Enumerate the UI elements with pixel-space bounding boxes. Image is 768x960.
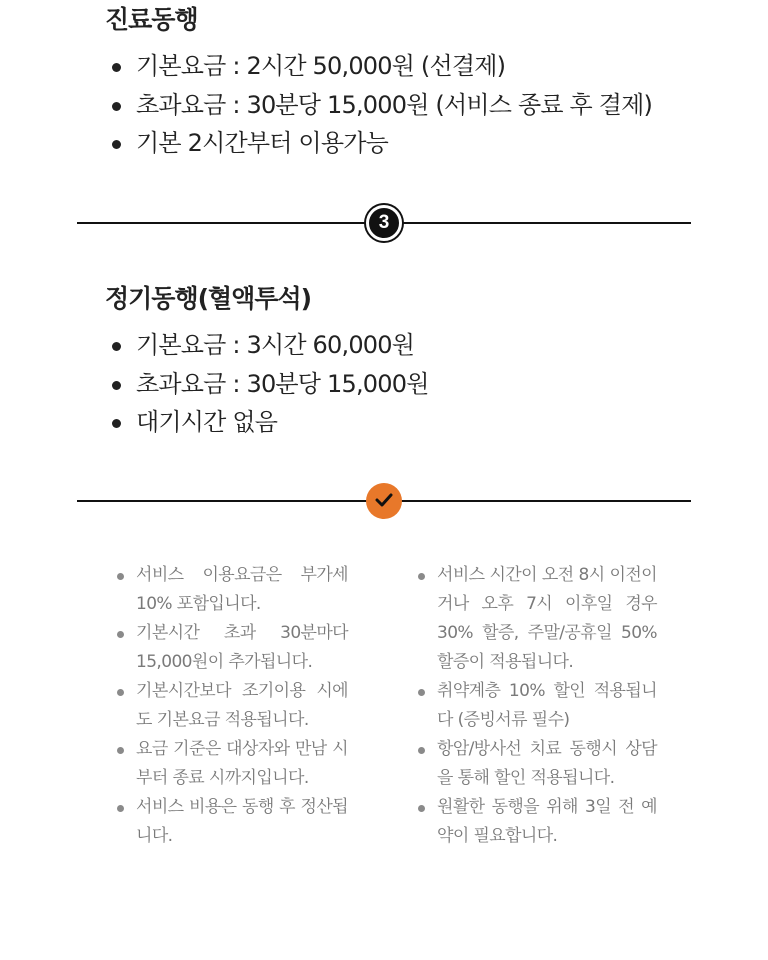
note-item: 서비스 이용요금은 부가세 10% 포함입니다. (110, 561, 348, 619)
check-icon (375, 492, 393, 511)
list-item: 초과요금 : 30분당 15,000원 (105, 365, 705, 404)
clinic-escort-section (105, 3, 705, 163)
check-badge (366, 483, 402, 519)
clinic-escort-title: 진료동행 (105, 5, 198, 34)
note-item: 기본시간 초과 30분마다 15,000원이 추가됩니다. (110, 619, 348, 677)
list-item: 기본요금 : 3시간 60,000원 (105, 326, 705, 365)
notes-left-column (110, 561, 348, 851)
list-item: 기본 2시간부터 이용가능 (105, 124, 705, 163)
list-item: 대기시간 없음 (105, 403, 705, 442)
regular-escort-section (105, 282, 705, 442)
notes-right-column (411, 561, 657, 851)
list-item: 초과요금 : 30분당 15,000원 (서비스 종료 후 결제) (105, 86, 705, 125)
list-item: 기본요금 : 2시간 50,000원 (선결제) (105, 47, 705, 86)
clinic-escort-price-list (105, 47, 705, 163)
note-item: 요금 기준은 대상자와 만남 시부터 종료 시까지입니다. (110, 735, 348, 793)
note-item: 기본시간보다 조기이용 시에도 기본요금 적용됩니다. (110, 677, 348, 735)
note-item: 서비스 비용은 동행 후 정산됩니다. (110, 793, 348, 851)
note-item: 서비스 시간이 오전 8시 이전이거나 오후 7시 이후일 경우 30% 할증, 주말/공휴일 50% 할증이 적용됩니다. (411, 561, 657, 677)
note-item: 취약계층 10% 할인 적용됩니다 (증빙서류 필수) (411, 677, 657, 735)
note-item: 원활한 동행을 위해 3일 전 예약이 필요합니다. (411, 793, 657, 851)
note-item: 항암/방사선 치료 동행시 상담을 통해 할인 적용됩니다. (411, 735, 657, 793)
regular-escort-price-list (105, 326, 705, 442)
step-number-badge: 3 (366, 205, 402, 241)
regular-escort-title: 정기동행(혈액투석) (105, 284, 312, 313)
